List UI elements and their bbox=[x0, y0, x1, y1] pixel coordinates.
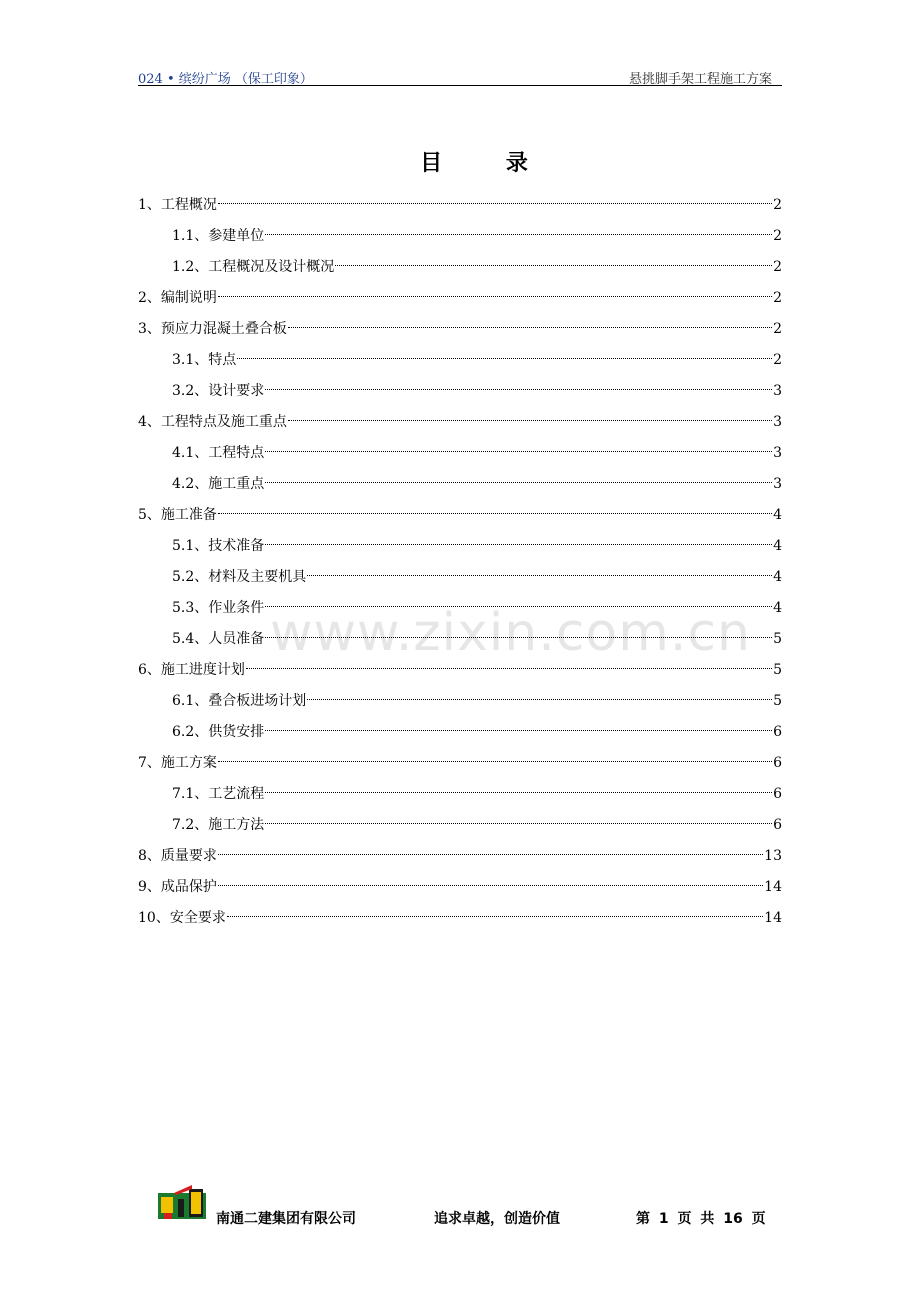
toc-entry-label: 3.1、特点 bbox=[172, 352, 237, 368]
company-logo-icon bbox=[158, 1185, 206, 1219]
toc-entry-label: 5.4、人员准备 bbox=[172, 631, 265, 647]
page-title: 目 录 bbox=[420, 151, 556, 176]
toc-entry-label: 7、施工方案 bbox=[138, 755, 217, 771]
toc-entry-label: 5.3、作业条件 bbox=[172, 600, 265, 616]
toc-entry-page: 6 bbox=[773, 724, 782, 740]
toc-entry-label: 3、预应力混凝土叠合板 bbox=[138, 321, 287, 337]
toc-entry-page: 3 bbox=[773, 414, 782, 430]
toc-dot-leader bbox=[265, 730, 772, 731]
toc-entry-page: 13 bbox=[764, 848, 782, 864]
toc-entry-label: 10、安全要求 bbox=[138, 910, 226, 926]
toc-entry-label: 6.2、供货安排 bbox=[172, 724, 265, 740]
toc-entry-label: 6、施工进度计划 bbox=[138, 662, 245, 678]
toc-entry-page: 4 bbox=[773, 538, 782, 554]
toc-dot-leader bbox=[218, 203, 772, 204]
toc-entry-label: 1.1、参建单位 bbox=[172, 228, 265, 244]
toc-dot-leader bbox=[307, 699, 772, 700]
toc-entry-page: 2 bbox=[773, 290, 782, 306]
toc-entry-page: 2 bbox=[773, 259, 782, 275]
toc-entry[interactable] bbox=[138, 779, 782, 810]
toc-dot-leader bbox=[265, 234, 772, 235]
toc-dot-leader bbox=[288, 420, 772, 421]
footer-company-name: 南通二建集团有限公司 bbox=[216, 1211, 356, 1227]
toc-entry-page: 3 bbox=[773, 383, 782, 399]
toc-entry-page: 6 bbox=[773, 786, 782, 802]
toc-entry[interactable] bbox=[138, 593, 782, 624]
toc-dot-leader bbox=[265, 637, 772, 638]
toc-entry[interactable] bbox=[138, 655, 782, 686]
toc-dot-leader bbox=[335, 265, 772, 266]
toc-entry[interactable] bbox=[138, 562, 782, 593]
toc-entry[interactable] bbox=[138, 717, 782, 748]
toc-entry[interactable] bbox=[138, 624, 782, 655]
toc-entry-label: 6.1、叠合板进场计划 bbox=[172, 693, 307, 709]
toc-entry[interactable] bbox=[138, 252, 782, 283]
toc-entry-page: 4 bbox=[773, 600, 782, 616]
toc-entry-label: 8、质量要求 bbox=[138, 848, 217, 864]
toc-entry-page: 6 bbox=[773, 755, 782, 771]
toc-entry[interactable] bbox=[138, 407, 782, 438]
toc-entry[interactable] bbox=[138, 810, 782, 841]
toc-dot-leader bbox=[288, 327, 772, 328]
header-project-name: 024 • 缤纷广场 （保工印象） bbox=[138, 72, 313, 87]
toc-entry[interactable] bbox=[138, 190, 782, 221]
toc-entry-page: 3 bbox=[773, 476, 782, 492]
toc-entry[interactable] bbox=[138, 748, 782, 779]
toc-entry-page: 6 bbox=[773, 817, 782, 833]
toc-dot-leader bbox=[265, 792, 772, 793]
toc-dot-leader bbox=[246, 668, 772, 669]
toc-entry-page: 4 bbox=[773, 569, 782, 585]
toc-entry-page: 4 bbox=[773, 507, 782, 523]
toc-dot-leader bbox=[307, 575, 772, 576]
toc-dot-leader bbox=[218, 885, 763, 886]
header-document-title: 悬挑脚手架工程施工方案 bbox=[628, 72, 772, 87]
toc-dot-leader bbox=[218, 761, 772, 762]
toc-entry-page: 2 bbox=[773, 197, 782, 213]
toc-dot-leader bbox=[227, 916, 763, 917]
toc-dot-leader bbox=[265, 389, 772, 390]
toc-entry[interactable] bbox=[138, 469, 782, 500]
toc-dot-leader bbox=[265, 823, 772, 824]
toc-dot-leader bbox=[265, 606, 772, 607]
toc-entry-page: 14 bbox=[764, 879, 782, 895]
toc-dot-leader bbox=[218, 854, 763, 855]
toc-entry-label: 1、工程概况 bbox=[138, 197, 217, 213]
toc-entry-label: 2、编制说明 bbox=[138, 290, 217, 306]
toc-entry[interactable] bbox=[138, 283, 782, 314]
header-divider bbox=[138, 85, 782, 86]
toc-entry-label: 4、工程特点及施工重点 bbox=[138, 414, 287, 430]
toc-entry-page: 2 bbox=[773, 228, 782, 244]
toc-dot-leader bbox=[265, 544, 772, 545]
toc-entry[interactable] bbox=[138, 345, 782, 376]
toc-entry-label: 1.2、工程概况及设计概况 bbox=[172, 259, 335, 275]
toc-entry-page: 5 bbox=[773, 631, 782, 647]
toc-dot-leader bbox=[265, 451, 772, 452]
toc-entry-label: 4.2、施工重点 bbox=[172, 476, 265, 492]
toc-entry[interactable] bbox=[138, 686, 782, 717]
toc-entry-label: 3.2、设计要求 bbox=[172, 383, 265, 399]
toc-dot-leader bbox=[265, 482, 772, 483]
table-of-contents bbox=[138, 190, 782, 934]
toc-dot-leader bbox=[218, 296, 772, 297]
toc-entry-label: 5.1、技术准备 bbox=[172, 538, 265, 554]
toc-entry-page: 5 bbox=[773, 693, 782, 709]
toc-entry[interactable] bbox=[138, 376, 782, 407]
watermark: www.zixin.com.cn bbox=[270, 603, 751, 663]
toc-dot-leader bbox=[218, 513, 772, 514]
toc-entry[interactable] bbox=[138, 438, 782, 469]
toc-entry[interactable] bbox=[138, 903, 782, 934]
toc-entry-label: 7.2、施工方法 bbox=[172, 817, 265, 833]
toc-entry-label: 9、成品保护 bbox=[138, 879, 217, 895]
toc-entry[interactable] bbox=[138, 314, 782, 345]
toc-entry-label: 5、施工准备 bbox=[138, 507, 217, 523]
toc-entry-label: 4.1、工程特点 bbox=[172, 445, 265, 461]
footer-page-number: 第 1 页 共 16 页 bbox=[636, 1211, 766, 1227]
toc-entry[interactable] bbox=[138, 531, 782, 562]
toc-entry-page: 3 bbox=[773, 445, 782, 461]
toc-dot-leader bbox=[237, 358, 772, 359]
toc-entry[interactable] bbox=[138, 841, 782, 872]
footer-slogan: 追求卓越，创造价值 bbox=[434, 1211, 560, 1227]
toc-entry-page: 14 bbox=[764, 910, 782, 926]
toc-entry-label: 7.1、工艺流程 bbox=[172, 786, 265, 802]
toc-entry[interactable] bbox=[138, 500, 782, 531]
toc-entry[interactable] bbox=[138, 872, 782, 903]
toc-entry-page: 2 bbox=[773, 321, 782, 337]
toc-entry-page: 5 bbox=[773, 662, 782, 678]
toc-entry-page: 2 bbox=[773, 352, 782, 368]
toc-entry-label: 5.2、材料及主要机具 bbox=[172, 569, 307, 585]
toc-entry[interactable] bbox=[138, 221, 782, 252]
